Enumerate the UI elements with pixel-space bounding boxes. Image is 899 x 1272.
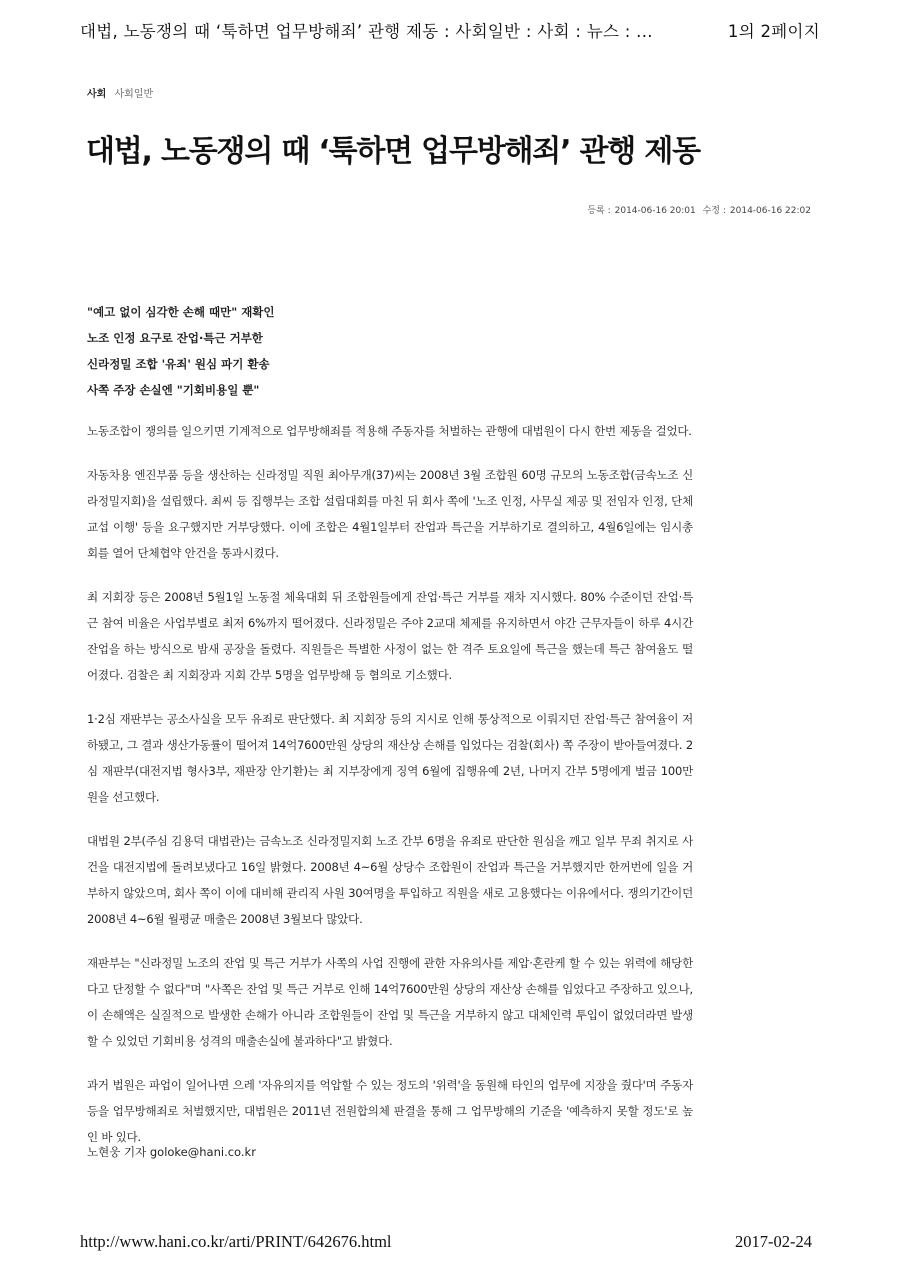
breadcrumb-subsection[interactable]: 사회일반 <box>114 89 154 100</box>
print-page-title: 대법, 노동쟁의 때 ‘툭하면 업무방해죄’ 관행 제동 : 사회일반 : 사회 : 뉴스 : ... <box>80 22 653 41</box>
subhead: "예고 없이 심각한 손해 때만" 재확인 <box>87 305 275 319</box>
breadcrumb <box>87 85 153 100</box>
article-paragraph: 자동차용 엔진부품 등을 생산하는 신라정밀 직원 최아무개(37)씨는 2008년 3월 조합원 60명 규모의 노동조합(금속노조 신라정밀지회)을 설립했다. 최씨 등 집행부는 조합 설립대회를 마친 뒤 회사 쪽에 '노조 인정, 사무실 제공 및 전임자 인정, 단체교섭 이행' 등을 요구했지만 거부당했다. 이에 조합은 4월1일부터 잔업과 특근을 거부하기로 결의하고, 4월6일에는 임시총회를 열어 단체협약 안건을 통과시켰다. <box>87 468 693 560</box>
print-header <box>80 16 820 44</box>
article-paragraph: 노동조합이 쟁의를 일으키면 기계적으로 업무방해죄를 적용해 주동자를 처벌하는 관행에 대법원이 다시 한번 제동을 걸었다. <box>87 424 692 438</box>
article-subheads <box>87 299 587 403</box>
article-headline: 대법, 노동쟁의 때 ‘툭하면 업무방해죄’ 관행 제동 <box>86 134 700 169</box>
subhead: 사쪽 주장 손실엔 "기회비용일 뿐" <box>87 383 260 397</box>
print-footer <box>80 1232 812 1252</box>
article-paragraph: 과거 법원은 파업이 일어나면 으레 '자유의지를 억압할 수 있는 정도의 '위력'을 동원해 타인의 업무에 지장을 줬다'며 주동자 등을 업무방해죄로 처벌했지만, 대법원은 2011년 전원합의체 판결을 통해 그 업무방해의 기준을 '예측하지 못할 정도'로 높인 바 있다. <box>87 1078 693 1144</box>
article-paragraph: 1·2심 재판부는 공소사실을 모두 유죄로 판단했다. 최 지회장 등의 지시로 인해 통상적으로 이뤄지던 잔업·특근 참여율이 저하됐고, 그 결과 생산가동률이 떨어져 14억7600만원 상당의 재산상 손해를 입었다는 검찰(회사) 쪽 주장이 받아들여졌다. 2심 재판부(대전지법 형사3부, 재판장 안기환)는 최 지부장에게 징역 6월에 집행유예 2년, 나머지 간부 5명에게 벌금 100만원을 선고했다. <box>87 712 693 804</box>
byline: 노현웅 기자 goloke@hani.co.kr <box>87 1145 256 1159</box>
article-paragraph: 대법원 2부(주심 김용덕 대법관)는 금속노조 신라정밀지회 노조 간부 6명을 유죄로 판단한 원심을 깨고 일부 무죄 취지로 사건을 대전지법에 돌려보냈다고 16일 밝혔다. 2008년 4~6월 상당수 조합원이 잔업과 특근을 거부했지만 한꺼번에 일을 거부하지 않았으며, 회사 쪽이 이에 대비해 관리직 사원 30여명을 투입하고 직원을 새로 고용했다는 이유에서다. 쟁의기간이던 2008년 4~6월 월평균 매출은 2008년 3월보다 많았다. <box>87 834 693 926</box>
modified-date: 2014-06-16 22:02 <box>729 206 811 216</box>
modified-label: 수정 : <box>702 206 726 216</box>
article-dates <box>583 203 811 216</box>
page-indicator: 1의 2페이지 <box>727 22 820 41</box>
print-url: http://www.hani.co.kr/arti/PRINT/642676.html <box>80 1232 392 1251</box>
article-paragraph: 재판부는 "신라정밀 노조의 잔업 및 특근 거부가 사쪽의 사업 진행에 관한 자유의사를 제압·혼란케 할 수 있는 위력에 해당한다고 단정할 수 없다"며 "사쪽은 잔업 및 특근 거부로 인해 14억7600만원 상당의 재산상 손해를 입었다고 주장하고 있으나, 이 손해액은 실질적으로 발생한 손해가 아니라 조합원들이 잔업 및 특근을 거부하지 않고 대체인력 투입이 없었더라면 발생할 수 있었던 기회비용 성격의 매출손실에 불과하다"고 밝혔다. <box>87 956 693 1048</box>
article-body <box>87 418 693 1168</box>
breadcrumb-section[interactable]: 사회 <box>87 89 107 100</box>
registered-label: 등록 : <box>587 206 611 216</box>
article-paragraph: 최 지회장 등은 2008년 5월1일 노동절 체육대회 뒤 조합원들에게 잔업·특근 거부를 재차 지시했다. 80% 수준이던 잔업·특근 참여 비율은 사업부별로 최저 6%까지 떨어졌다. 신라정밀은 주야 2교대 체제를 유지하면서 야간 근무자들이 하루 4시간 잔업을 하는 방식으로 밤새 공장을 돌렸다. 직원들은 특별한 사정이 없는 한 격주 토요일에 특근을 했는데 특근 참여율도 떨어졌다. 검찰은 최 지회장과 지회 간부 5명을 업무방해 등 혐의로 기소했다. <box>87 590 693 682</box>
registered-date: 2014-06-16 20:01 <box>614 206 696 216</box>
subhead: 노조 인정 요구로 잔업·특근 거부한 <box>87 331 263 345</box>
subhead: 신라정밀 조합 '유죄' 원심 파기 환송 <box>87 357 270 371</box>
print-date: 2017-02-24 <box>735 1232 812 1251</box>
